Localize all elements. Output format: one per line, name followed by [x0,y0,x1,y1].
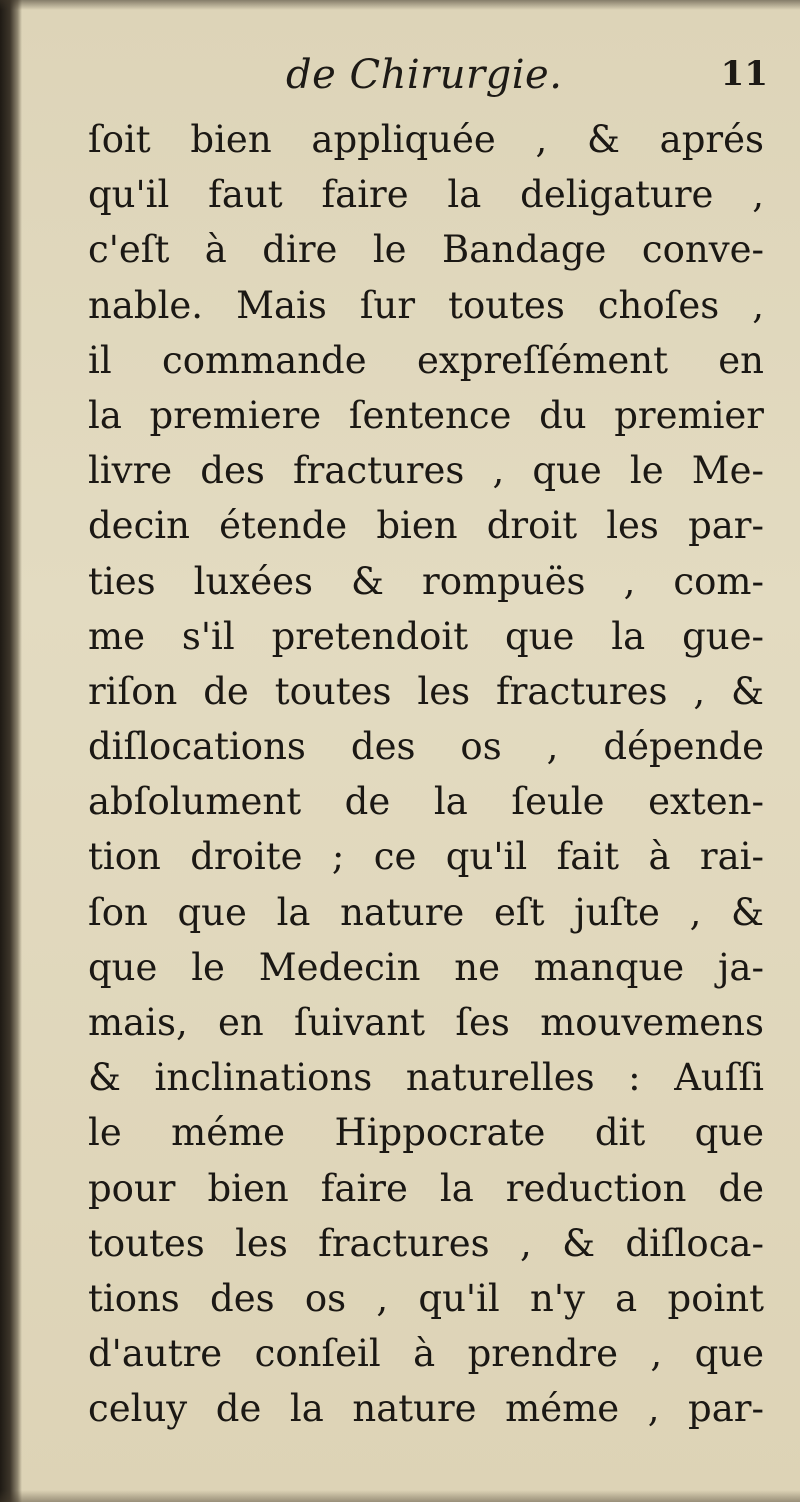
text-line: que le Medecin ne manque ja- [88,945,764,989]
text-line: diſlocations des os , dépende [88,725,764,769]
text-line: decin étende bien droit les par- [88,504,764,548]
text-line: ties luxées & rompuës , com- [88,559,764,603]
text-line: qu'il faut faire la deligature , [88,173,764,217]
text-line: c'eſt à dire le Bandage conve- [88,228,764,272]
text-line: livre des fractures , que le Me- [88,449,764,493]
text-line: me s'il pretendoit que la gue- [88,614,764,658]
binding-edge [0,0,22,1502]
text-line: celuy de la nature méme , par- [88,1387,764,1431]
text-line: il commande expreſſément en [88,338,764,382]
text-line: pour bien faire la reduction de [88,1166,764,1210]
text-line: abſolument de la ſeule exten- [88,780,764,824]
text-line: ſoit bien appliquée , & aprés [88,118,764,161]
body-text [88,112,764,1437]
text-line: la premiere ſentence du premier [88,393,764,437]
text-line: riſon de toutes les fractures , & [88,669,764,713]
running-head: de Chirurgie. [286,52,563,98]
text-line: tions des os , qu'il n'y a point [88,1276,764,1320]
text-line: d'autre conſeil à prendre , que [88,1332,764,1376]
text-line: le méme Hippocrate dit que [88,1111,764,1155]
bottom-edge-shadow [0,1490,800,1502]
text-line: ſon que la nature eſt juſte , & [88,890,764,934]
page-number: 11 [720,54,768,94]
text-line: tion droite ; ce qu'il fait à rai- [88,835,764,879]
page-header [88,52,768,112]
text-line: toutes les fractures , & diſloca- [88,1221,764,1265]
text-line: & inclinations naturelles : Auſſi [88,1056,764,1100]
text-line: mais, en ſuivant ſes mouvemens [88,1001,764,1044]
text-line: nable. Mais ſur toutes choſes , [88,283,764,327]
top-edge-shadow [0,0,800,10]
